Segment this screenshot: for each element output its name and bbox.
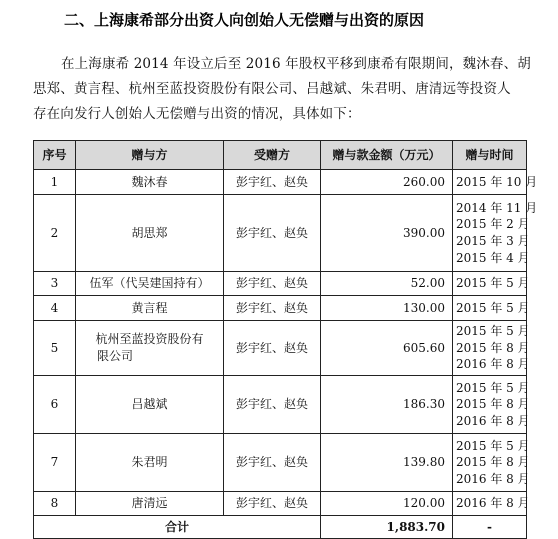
row-index: 3 — [34, 272, 76, 296]
row-dates — [453, 321, 530, 376]
row-recipient: 彭宇红、赵奂 — [224, 195, 321, 272]
row-amount: 390.00 — [321, 195, 453, 272]
total-amount: 1,883.70 — [321, 516, 453, 539]
date-entry: 2015 年 5 月 — [456, 276, 530, 291]
row-recipient: 彭宇红、赵奂 — [224, 170, 321, 195]
date-entry: 2015 年 3 月 — [456, 234, 530, 248]
date-entry: 2015 年 4 月 — [456, 250, 530, 265]
row-donor: 伍军（代吴建国持有） — [76, 272, 224, 296]
row-dates — [453, 296, 530, 321]
row-index: 2 — [34, 195, 76, 272]
row-recipient: 彭宇红、赵奂 — [224, 272, 321, 296]
date-entry: 2015 年 2 月 — [456, 217, 530, 232]
date-entry: 2016 年 8 月 — [456, 471, 530, 486]
row-recipient: 彭宇红、赵奂 — [224, 296, 321, 321]
table-row — [34, 272, 527, 296]
date-entry: 2015 年 5 月 — [456, 380, 530, 395]
intro-paragraph — [33, 52, 553, 127]
row-donor — [76, 321, 224, 376]
date-entry: 2015 年 5 月 — [456, 438, 530, 453]
date-entry: 2015 年 8 月 — [456, 455, 530, 470]
row-index: 7 — [34, 434, 76, 492]
row-amount: 605.60 — [321, 321, 453, 376]
row-donor: 朱君明 — [76, 434, 224, 492]
row-amount: 52.00 — [321, 272, 453, 296]
paragraph-line: 思郑、黄言程、杭州至蓝投资股份有限公司、吕越斌、朱君明、唐清远等投资人 — [33, 81, 511, 97]
total-row — [34, 516, 527, 539]
donor-line: 杭州至蓝投资股份有 — [95, 332, 204, 347]
row-index: 4 — [34, 296, 76, 321]
row-dates — [453, 170, 538, 195]
table-header-row — [34, 141, 527, 170]
row-amount: 139.80 — [321, 434, 453, 492]
table-row — [34, 492, 527, 516]
date-entry: 2016 年 8 月 — [456, 496, 530, 511]
row-donor: 胡思郑 — [76, 195, 224, 272]
header-donor: 赠与方 — [76, 141, 224, 170]
row-dates — [453, 272, 530, 296]
table-row — [34, 321, 527, 376]
date-entry: 2015 年 10 月 — [456, 174, 538, 189]
date-entry: 2015 年 8 月 — [456, 340, 530, 355]
date-entry: 2016 年 8 月 — [456, 413, 530, 428]
row-dates — [453, 195, 538, 272]
paragraph-line: 在上海康希 2014 年设立后至 2016 年股权平移到康希有限期间，魏沐春、胡 — [61, 56, 531, 72]
row-donor: 吕越斌 — [76, 376, 224, 434]
total-dates: - — [453, 516, 527, 539]
table-row — [34, 376, 527, 434]
date-entry: 2014 年 11 月 — [456, 200, 538, 215]
row-amount: 130.00 — [321, 296, 453, 321]
date-entry: 2015 年 8 月 — [456, 397, 530, 412]
row-amount: 120.00 — [321, 492, 453, 516]
row-recipient: 彭宇红、赵奂 — [224, 376, 321, 434]
header-amount: 赠与款金额（万元） — [321, 141, 453, 170]
row-recipient: 彭宇红、赵奂 — [224, 321, 321, 376]
row-index: 1 — [34, 170, 76, 195]
header-date: 赠与时间 — [453, 141, 527, 170]
total-label: 合计 — [34, 516, 321, 539]
row-recipient: 彭宇红、赵奂 — [224, 492, 321, 516]
paragraph-line: 存在向发行人创始人无偿赠与出资的情况，具体如下： — [33, 106, 361, 122]
table-row — [34, 195, 527, 272]
table-row — [34, 170, 527, 195]
date-entry: 2015 年 5 月 — [456, 300, 530, 315]
row-index: 5 — [34, 321, 76, 376]
row-amount: 186.30 — [321, 376, 453, 434]
row-dates — [453, 492, 530, 516]
row-index: 8 — [34, 492, 76, 516]
row-dates — [453, 434, 530, 492]
row-recipient: 彭宇红、赵奂 — [224, 434, 321, 492]
row-donor: 黄言程 — [76, 296, 224, 321]
row-dates — [453, 376, 530, 434]
row-donor: 魏沐春 — [76, 170, 224, 195]
section-heading: 二、上海康希部分出资人向创始人无偿赠与出资的原因 — [64, 11, 425, 29]
date-entry: 2015 年 5 月 — [456, 324, 530, 339]
row-index: 6 — [34, 376, 76, 434]
header-index: 序号 — [34, 141, 76, 170]
date-entry: 2016 年 8 月 — [456, 357, 530, 372]
row-amount: 260.00 — [321, 170, 453, 195]
table-row — [34, 434, 527, 492]
table-row — [34, 296, 527, 321]
donation-table — [33, 140, 538, 539]
header-recipient: 受赠方 — [224, 141, 321, 170]
donor-line: 限公司 — [97, 349, 134, 363]
row-donor: 唐清远 — [76, 492, 224, 516]
